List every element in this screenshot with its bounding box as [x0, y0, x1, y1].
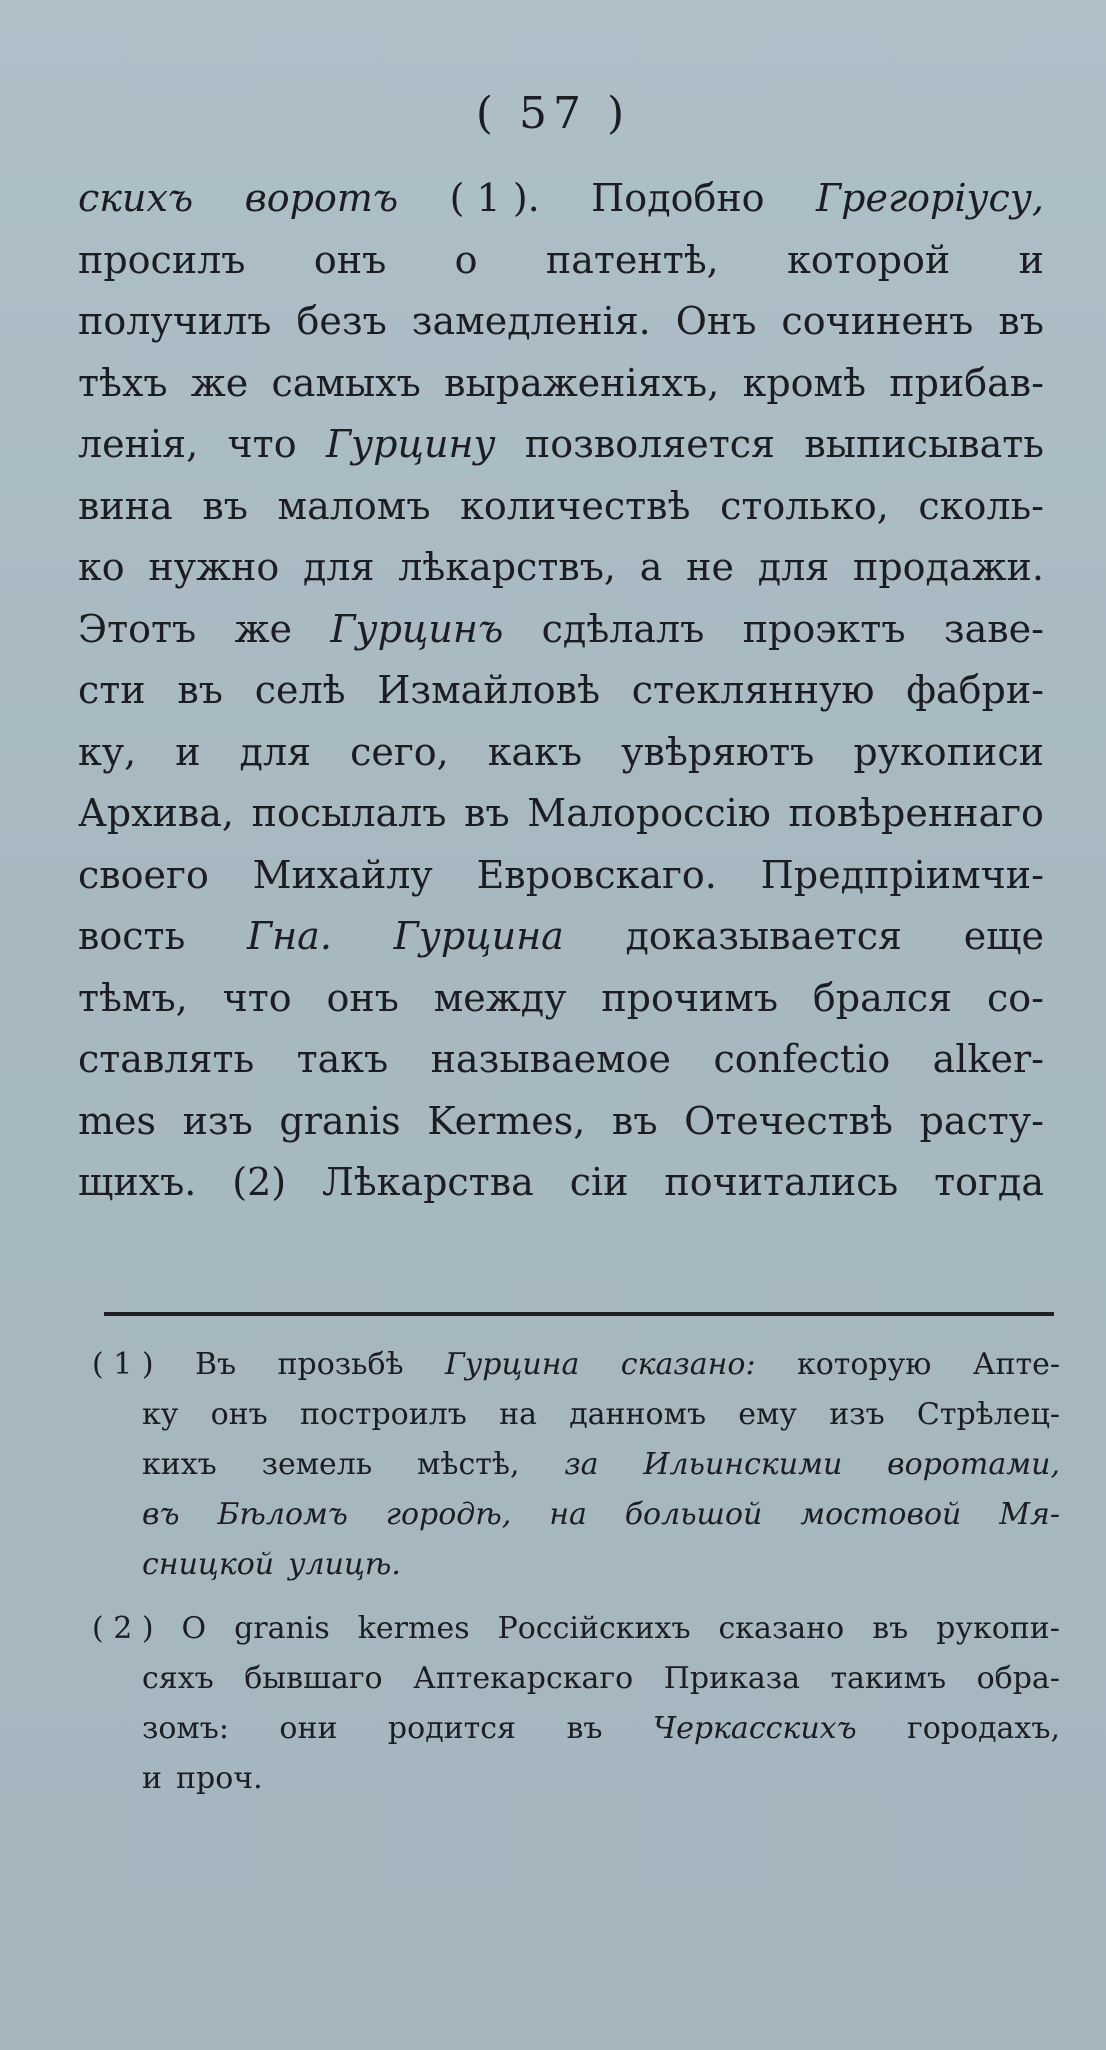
word: проэктъ [742, 606, 906, 651]
word: городахъ, [907, 1711, 1060, 1746]
word: какъ [487, 729, 583, 774]
word: Евровскаго. [476, 852, 717, 897]
footnote-line [92, 1340, 1060, 1390]
word: Измайловѣ [377, 668, 600, 712]
word: прибав- [889, 360, 1044, 405]
word: изъ [182, 1098, 253, 1143]
word: же [190, 360, 249, 405]
word: въ [142, 1497, 180, 1532]
word: на [549, 1497, 587, 1532]
footnote-line [92, 1604, 1060, 1654]
word: сіи [569, 1160, 629, 1204]
word: замедленія. [411, 299, 651, 343]
word: въ [566, 1711, 603, 1746]
word: скихъ [78, 176, 194, 220]
word: Россійскихъ [497, 1611, 691, 1646]
word: alker- [932, 1037, 1044, 1081]
word: Предпріимчи- [760, 852, 1044, 897]
word: прочимъ [601, 975, 779, 1020]
word: Гурцинъ [330, 606, 504, 651]
word: для [303, 545, 375, 589]
word: изъ [829, 1397, 885, 1432]
word: Черкасскихъ [652, 1711, 857, 1746]
word: въ [998, 299, 1044, 343]
word: и [1018, 237, 1044, 282]
word: количествѣ [460, 483, 691, 528]
word: Аптекарскаго [413, 1661, 634, 1696]
word: столько, [720, 483, 889, 528]
word: тѣмъ, [78, 975, 188, 1020]
word: въ [464, 791, 510, 835]
word: выписывать [804, 422, 1044, 466]
word: получилъ [78, 299, 272, 343]
word: въ [611, 1098, 658, 1143]
text-line [78, 599, 1044, 661]
word: повѣреннаго [788, 791, 1044, 835]
word: данномъ [569, 1397, 707, 1432]
word: патентѣ, [545, 237, 719, 282]
word: granis [234, 1611, 330, 1646]
text-line [78, 168, 1044, 230]
footnote-line [92, 1654, 1060, 1704]
word: ку, [78, 729, 137, 774]
word: такимъ [830, 1661, 947, 1696]
word: такъ [296, 1037, 389, 1081]
word: обра- [976, 1661, 1060, 1696]
word: Мя- [999, 1497, 1060, 1532]
word: сколь- [918, 483, 1044, 528]
word: безъ [296, 299, 387, 343]
word: воротами, [887, 1447, 1060, 1482]
word: Архива, [78, 791, 234, 835]
word: бывшаго [244, 1661, 383, 1696]
word: для [239, 729, 312, 774]
word: доказывается [625, 914, 902, 958]
word: въ [202, 483, 248, 528]
word: лѣкарствъ, [398, 545, 617, 589]
word: ленія, [78, 422, 199, 466]
word: называемое [430, 1037, 672, 1081]
text-line [78, 660, 1044, 722]
word: зомъ: [142, 1711, 229, 1746]
word: выраженіяхъ, [444, 360, 720, 405]
word: фабри- [906, 668, 1044, 712]
text-line [78, 1091, 1044, 1153]
word: своего [78, 852, 209, 897]
word: ( 1 ). [449, 176, 540, 220]
word: а [639, 545, 663, 589]
word: тѣхъ [78, 360, 168, 405]
word: сказано [718, 1611, 845, 1646]
footnotes [92, 1340, 1060, 1804]
word: о [454, 237, 478, 282]
word: сницкой [142, 1547, 275, 1582]
text-line [78, 291, 1044, 353]
word: Приказа [663, 1661, 800, 1696]
word: продажи. [853, 545, 1044, 589]
word: вина [78, 483, 173, 528]
word: Въ [194, 1347, 237, 1382]
word: заве- [943, 606, 1044, 651]
word: въ [872, 1611, 909, 1646]
word: расту- [919, 1098, 1044, 1143]
text-line [78, 537, 1044, 599]
word: рукопи- [936, 1611, 1060, 1646]
word: Апте- [972, 1347, 1060, 1382]
footnote [92, 1340, 1060, 1590]
word: Гурцина [445, 1347, 580, 1382]
text-line [78, 230, 1044, 292]
word: сти [78, 668, 146, 712]
word: сочиненъ [781, 299, 974, 343]
word: kermes [357, 1611, 470, 1646]
word: они [279, 1711, 338, 1746]
text-line [78, 353, 1044, 415]
word: mes [78, 1098, 157, 1143]
text-line [78, 476, 1044, 538]
word: Малороссію [527, 791, 771, 835]
word: Гурцину [325, 422, 496, 466]
word: увѣряютъ [621, 729, 815, 774]
word: въ [177, 668, 223, 712]
word: онъ [313, 237, 387, 282]
word: сказано: [620, 1347, 756, 1382]
word: щихъ. [78, 1160, 197, 1204]
word: Бѣломъ [217, 1497, 348, 1532]
page-number: ( 57 ) [475, 88, 631, 139]
word: просилъ [78, 237, 246, 282]
word: для [757, 545, 830, 589]
word: кромѣ [742, 360, 866, 405]
word: ку [142, 1397, 179, 1432]
word: большой [624, 1497, 763, 1532]
word: земель [261, 1447, 373, 1482]
text-line [78, 1029, 1044, 1091]
word: Лѣкарства [322, 1160, 534, 1204]
word: О [181, 1611, 207, 1646]
word: между [433, 975, 567, 1020]
word: granis [279, 1098, 401, 1143]
word: почитались [664, 1160, 899, 1204]
word: построилъ [300, 1397, 467, 1432]
word: улицѣ. [288, 1547, 401, 1582]
word: маломъ [277, 483, 431, 528]
word: Kermes, [427, 1098, 586, 1143]
word: кихъ [142, 1447, 217, 1482]
footnote-line [92, 1490, 1060, 1540]
word: вость [78, 914, 186, 958]
footnote-line [92, 1390, 1060, 1440]
word: сяхъ [142, 1661, 214, 1696]
word: Этотъ [78, 606, 197, 651]
footnote-divider [104, 1312, 1054, 1316]
word: Ильинскими [643, 1447, 843, 1482]
word: Гурцина [393, 914, 564, 958]
word: тогда [934, 1160, 1044, 1204]
text-line [78, 722, 1044, 784]
footnote-line [92, 1440, 1060, 1490]
word: что [222, 975, 292, 1020]
word: и [142, 1761, 162, 1796]
word: ставлять [78, 1037, 255, 1081]
text-line [78, 414, 1044, 476]
word: воротъ [244, 176, 399, 220]
word: которую [796, 1347, 932, 1382]
word: нужно [148, 545, 280, 589]
word: ( 2 ) [92, 1611, 154, 1646]
text-line [78, 845, 1044, 907]
word: что [227, 422, 297, 466]
word: ( 1 ) [92, 1347, 154, 1382]
word: Стрѣлец- [916, 1397, 1060, 1432]
text-line [78, 906, 1044, 968]
word: Подобно [591, 176, 765, 220]
footnote-line [92, 1704, 1060, 1754]
word: Михайлу [252, 852, 433, 897]
word: Грегоріусу, [815, 176, 1044, 220]
word: стеклянную [631, 668, 875, 712]
footnote-line [92, 1754, 1060, 1804]
footnote [92, 1604, 1060, 1804]
word: не [686, 545, 734, 589]
word: мостовой [800, 1497, 962, 1532]
word: посылалъ [251, 791, 447, 835]
text-line [78, 783, 1044, 845]
word: со- [987, 975, 1044, 1020]
word: ему [738, 1397, 798, 1432]
word: самыхъ [271, 360, 421, 405]
word: сдѣлалъ [541, 606, 705, 651]
word: которой [787, 237, 951, 282]
word: Гна. [246, 914, 332, 958]
word: мѣстѣ, [417, 1447, 520, 1482]
word: еще [963, 914, 1044, 958]
word: рукописи [853, 729, 1044, 774]
word: сего, [350, 729, 449, 774]
word: Онъ [675, 299, 757, 343]
word: онъ [326, 975, 399, 1020]
word: за [564, 1447, 599, 1482]
word: позволяется [524, 422, 776, 466]
word: родится [387, 1711, 516, 1746]
word: же [234, 606, 293, 651]
footnote-line [92, 1540, 1060, 1590]
word: брался [812, 975, 953, 1020]
word: прозьбѣ [277, 1347, 404, 1382]
text-line [78, 968, 1044, 1030]
word: и [175, 729, 201, 774]
word: городѣ, [385, 1497, 512, 1532]
word: (2) [232, 1160, 287, 1204]
word: на [499, 1397, 537, 1432]
word: селѣ [254, 668, 346, 712]
word: ко [78, 545, 125, 589]
word: Отечествѣ [684, 1098, 893, 1143]
word: confectio [713, 1037, 891, 1081]
text-line [78, 1152, 1044, 1214]
main-text [78, 168, 1044, 1214]
word: проч. [176, 1761, 263, 1796]
word: онъ [210, 1397, 268, 1432]
